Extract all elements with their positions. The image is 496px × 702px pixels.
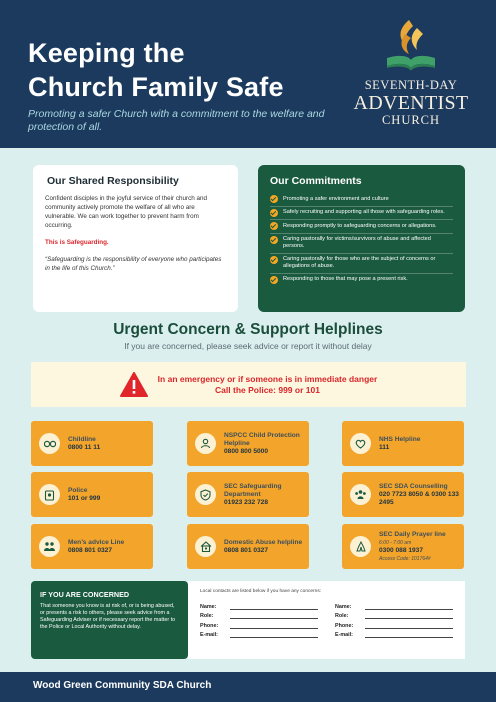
check-icon — [270, 256, 278, 264]
person-icon — [195, 433, 216, 454]
shared-responsibility-card — [33, 165, 238, 312]
email-field[interactable]: E-mail: — [200, 629, 318, 639]
commitment-item: Promoting a safer environment and culture — [270, 193, 453, 207]
safeguarding-highlight: This is Safeguarding. — [45, 239, 109, 246]
helpline-domestic-abuse: Domestic Abuse helpline 0808 801 0327 — [187, 524, 309, 569]
safeguarding-quote: “Safeguarding is the responsibility of everyone who participates in the life of this Church.” — [45, 256, 222, 272]
check-icon — [270, 236, 278, 244]
helpline-sec-safeguarding: SEC Safeguarding Department 01923 232 728 — [187, 472, 309, 517]
check-icon — [270, 195, 278, 203]
contact-column-1 — [200, 600, 318, 638]
footer — [0, 672, 496, 702]
check-icon — [270, 222, 278, 230]
commitments-card — [258, 165, 465, 312]
footer-church-name: Wood Green Community SDA Church — [33, 680, 212, 691]
helpline-nspcc: NSPCC Child Protection Helpline 0800 800 5000 — [187, 421, 309, 466]
commitments-list — [270, 193, 453, 286]
phone-field[interactable]: Phone: — [200, 619, 318, 629]
helpline-nhs: NHS Helpline 111 — [342, 421, 464, 466]
helpline-mens-advice: Men’s advice Line 0808 801 0327 — [31, 524, 153, 569]
commitment-item: Caring pastorally for those who are the subject of concerns or allegations of abuse. — [270, 254, 453, 274]
contacts-note: Local contacts are listed below if you have any concerns: — [200, 589, 322, 594]
helpline-childline: Childline 0800 11 11 — [31, 421, 153, 466]
heart-icon — [350, 433, 371, 454]
house-icon — [195, 536, 216, 557]
shield-icon — [195, 484, 216, 505]
page-subtitle: Promoting a safer Church with a commitment to the welfare and protection of all. — [28, 108, 325, 133]
concern-heading: IF YOU ARE CONCERNED — [40, 590, 130, 599]
commitment-item: Responding to those that may pose a present risk. — [270, 274, 453, 287]
role-field[interactable]: Role: — [335, 610, 453, 620]
phone-field[interactable]: Phone: — [335, 619, 453, 629]
logo-line-3: CHURCH — [381, 113, 441, 127]
title-line-1: Keeping the — [28, 38, 185, 68]
contact-column-2 — [335, 600, 453, 638]
emergency-banner — [31, 362, 466, 407]
prayer-icon — [350, 536, 371, 557]
helpline-sec-prayer: SEC Daily Prayer line 6:00 - 7:00 am 0300 088 1937 Access Code: 101764# — [342, 524, 464, 569]
logo-line-2: ADVENTIST — [353, 92, 469, 114]
commitment-item: Safely recruiting and supporting all those with safeguarding roles. — [270, 207, 453, 221]
page-title — [28, 36, 348, 104]
check-icon — [270, 209, 278, 217]
childline-icon — [39, 433, 60, 454]
shared-body: Confident disciples in the joyful service of their church and community actively promote the welfare of all who are vulnerable. We can work together to prevent harm from occurring. — [45, 195, 208, 229]
police-badge-icon — [39, 484, 60, 505]
name-field[interactable]: Name: — [200, 600, 318, 610]
sda-logo — [346, 14, 476, 134]
emergency-text: In an emergency or if someone is in immediate danger Call the Police: 999 or 101 — [157, 373, 378, 395]
group-icon — [350, 484, 371, 505]
helplines-title: Urgent Concern & Support Helplines — [113, 321, 383, 338]
header-banner — [0, 0, 496, 148]
logo-line-1: SEVENTH-DAY — [364, 78, 458, 92]
concern-box — [31, 581, 188, 659]
commitments-heading: Our Commitments — [270, 175, 362, 187]
men-group-icon — [39, 536, 60, 557]
shared-heading: Our Shared Responsibility — [47, 175, 179, 187]
flame-bible-icon — [379, 14, 443, 76]
warning-icon — [120, 372, 148, 398]
local-contacts-form — [188, 581, 465, 659]
name-field[interactable]: Name: — [335, 600, 453, 610]
role-field[interactable]: Role: — [200, 610, 318, 620]
commitment-item: Caring pastorally for victims/survivors of abuse and affected persons. — [270, 234, 453, 254]
email-field[interactable]: E-mail: — [335, 629, 453, 639]
concern-body: That someone you know is at risk of, or is being abused, or presents a risk to others, please seek advice from a Safeguarding Adviser or if necessary report the matter to the Police or Local Authority without delay. — [40, 603, 176, 630]
helpline-police: Police 101 or 999 — [31, 472, 153, 517]
helplines-subtitle: If you are concerned, please seek advice or report it without delay — [124, 341, 372, 351]
check-icon — [270, 276, 278, 284]
commitment-item: Responding promptly to safeguarding concerns or allegations. — [270, 220, 453, 234]
title-line-2: Church Family Safe — [28, 72, 284, 102]
helpline-sec-counselling: SEC SDA Counselling 020 7723 8050 & 0300 133 2495 — [342, 472, 464, 517]
